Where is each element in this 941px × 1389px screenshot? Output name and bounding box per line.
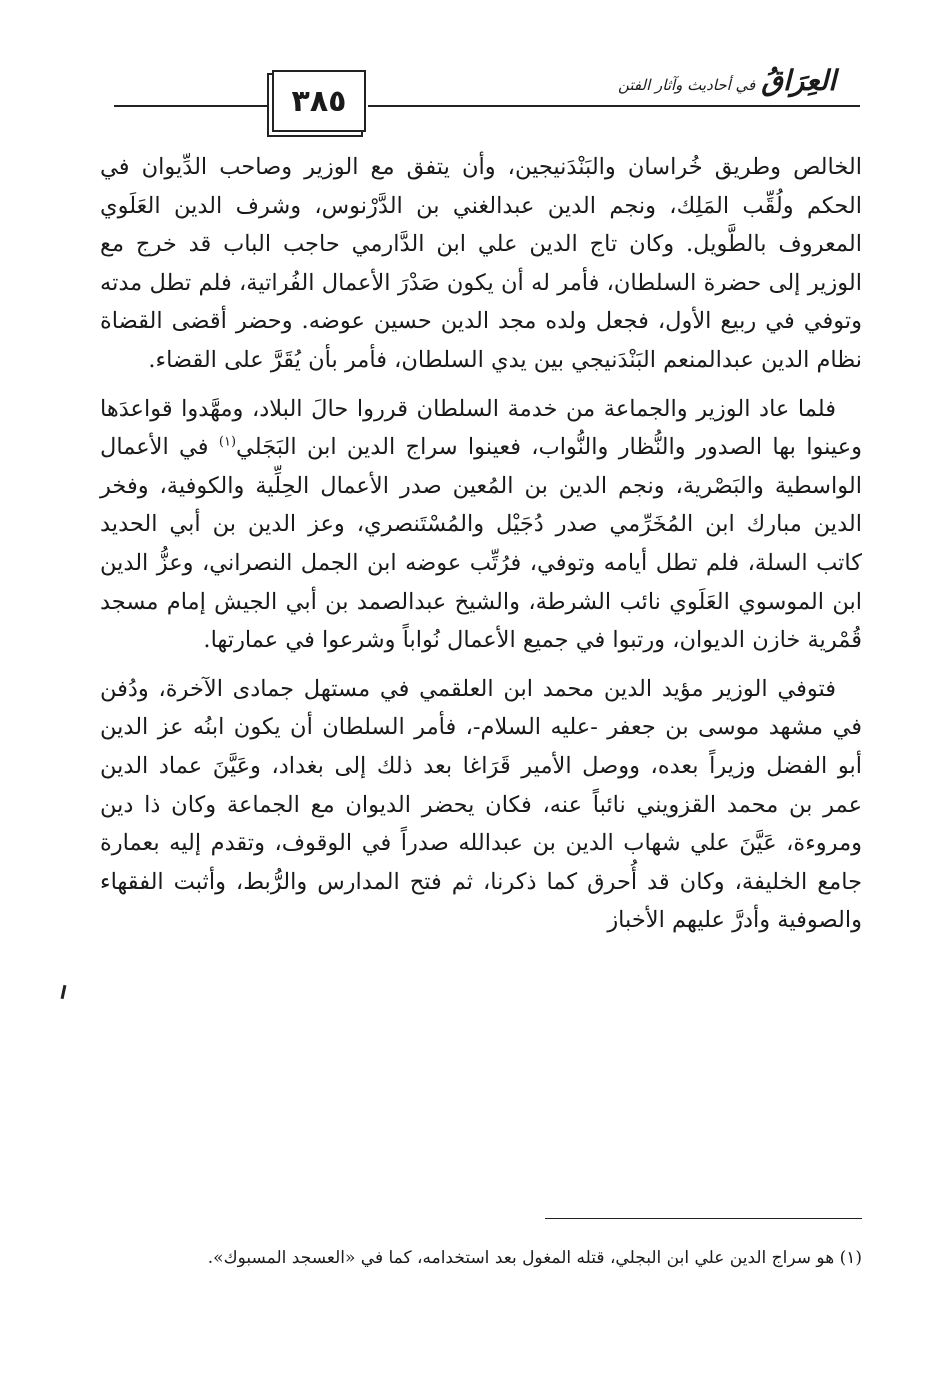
paragraph-1 <box>100 148 862 380</box>
header-rule-right <box>368 105 860 107</box>
footnotes <box>100 1240 862 1276</box>
paragraph-text: فتوفي الوزير مؤيد الدين محمد ابن العلقمي في مستهل جمادى الآخرة، ودُفن في مشهد موسى بن جعفر -عليه السلام-، فأمر السلطان أن يكون ابنُه عز الدين أبو الفضل وزيراً بعده، ووصل الأمير قَرَاغا بعد ذلك إلى بغداد، وعَيَّنَ عماد الدين عمر بن محمد القزويني نائباً عنه، فكان يحضر الديوان مع الجماعة وكان ذا دين ومروءة، عَيَّنَ علي شهاب الدين بن عبدالله صدراً في الوقوف، وتقدم إليه بعمارة جامع الخليفة، وكان قد أُحرق كما ذكرنا، ثم فتح المدارس والرُّبط، وأثبت الفقهاء والصوفية وأدرَّ عليهم الأخباز <box>100 675 862 934</box>
footnote-text: هو سراج الدين علي ابن البجلي، قتله المغول بعد استخدامه، كما في «العسجد المسبوك». <box>207 1248 835 1268</box>
footnote-1 <box>100 1240 862 1276</box>
page-header <box>100 58 860 128</box>
footnote-reference[interactable]: (١) <box>218 434 237 450</box>
footnote-marker: (١) <box>839 1248 862 1268</box>
paragraph-3 <box>100 670 862 940</box>
running-head <box>608 64 846 97</box>
paragraph-text: الخالص وطريق خُراسان والبَنْدَنيجين، وأن يتفق مع الوزير وصاحب الدِّيوان في الحكم ولُقِّب المَلِك، ونجم الدين عبدالغني بن الدَّرْنوس، وشرف الدين العَلَوي المعروف بالطَّويل. وكان تاج الدين علي ابن الدَّارمي حاجب الباب قد خرج مع الوزير إلى حضرة السلطان، فأمر له أن يكون صَدْرَ الأعمال الفُراتية، فلم تطل مدته وتوفي في ربيع الأول، فجعل ولده مجد الدين حسين عوضه. وحضر أقضى القضاة نظام الدين عبدالمنعم البَنْدَنيجي بين يدي السلطان، فأمر بأن يُقَرَّ على القضاء. <box>100 154 862 373</box>
page-number-box <box>272 70 366 132</box>
running-head-title: العِرَاقُ <box>761 64 836 97</box>
body-text <box>100 148 862 940</box>
paragraph-text: فلما عاد الوزير والجماعة من خدمة السلطان قرروا حالَ البلاد، ومهَّدوا قواعدَها وعينوا بها الصدور والنُّظار والنُّواب، فعينوا سراج الدين ابن البَجَلي <box>100 395 862 461</box>
page-number: ٣٨٥ <box>291 83 347 119</box>
paragraph-2 <box>100 390 862 660</box>
running-head-subtitle: في أحاديث وآثار الفتن <box>617 76 756 94</box>
header-rule-left <box>114 105 270 107</box>
margin-pen-mark <box>61 985 67 999</box>
paragraph-text-continued: في الأعمال الواسطية والبَصْرية، ونجم الدين بن المُعين صدر الأعمال الحِلِّية والكوفية، وفخر الدين مبارك ابن المُخَرِّمي صدر دُجَيْل والمُسْتَنصري، وعز الدين بن أبي الحديد كاتب السلة، فلم تطل أيامه وتوفي، فرُتِّب عوضه ابن الجمل النصراني، وعزُّ الدين ابن الموسوي العَلَوي نائب الشرطة، والشيخ عبدالصمد بن أبي الجيش إمام مسجد قُمْرية خازن الديوان، ورتبوا في جميع الأعمال نُواباً وشرعوا في عمارتها. <box>100 434 862 654</box>
footnote-separator <box>545 1218 862 1219</box>
